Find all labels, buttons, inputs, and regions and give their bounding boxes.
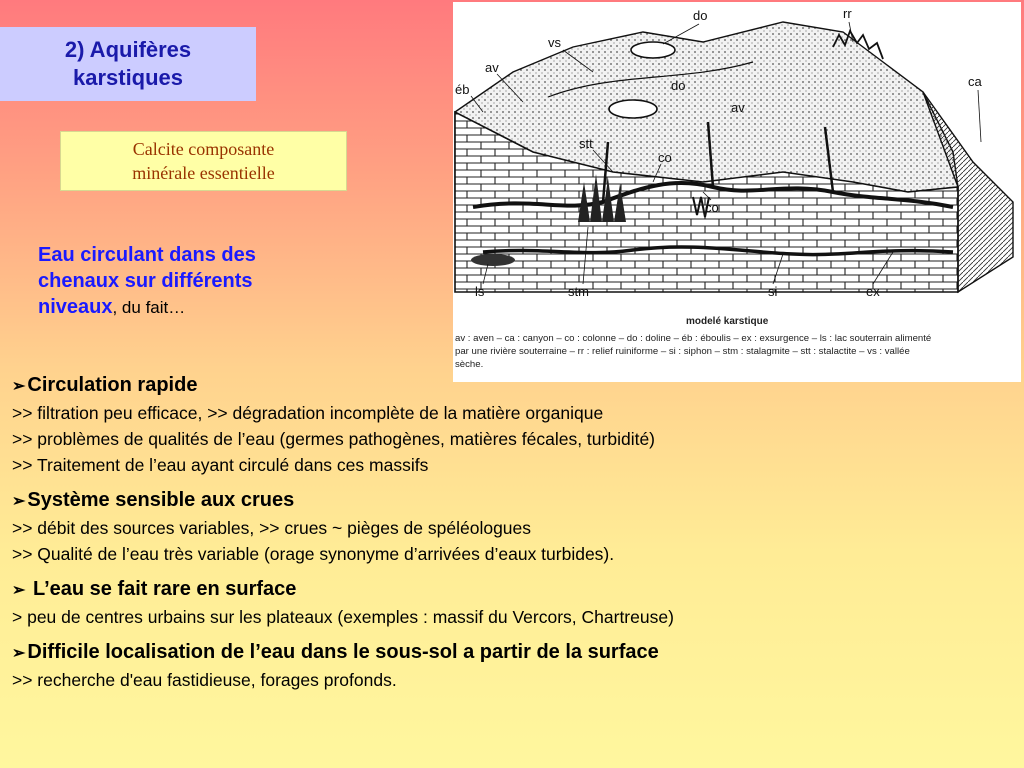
label-av-mid: av — [731, 100, 745, 115]
label-si: si — [768, 284, 778, 299]
doline-top — [631, 42, 675, 58]
label-do-mid: do — [671, 78, 686, 93]
bullet-line: >> Traitement de l’eau ayant circulé dans ces massifs — [12, 455, 429, 475]
label-ca: ca — [968, 74, 982, 89]
slide-title-line2: karstiques — [72, 65, 184, 90]
calcite-note — [60, 131, 347, 191]
figure-caption-line3: sèche. — [455, 359, 484, 370]
bullet-group — [12, 372, 1012, 478]
figure-caption-line2: par une rivière souterraine – rr : relief ruiniforme – si : siphon – stm : stalagmite – stt : stalactite – vs : vallée — [455, 346, 910, 357]
figure-caption — [455, 318, 1019, 371]
label-vs: vs — [548, 35, 561, 50]
label-eb: éb — [455, 82, 470, 97]
bullet-line: >> débit des sources variables, >> crues ~ pièges de spéléologues — [12, 518, 532, 538]
bullet-group — [12, 576, 1012, 630]
bullet-heading-text: Système sensible aux crues — [27, 489, 295, 511]
intro-line2: chenaux sur différents — [38, 270, 253, 292]
label-rr: rr — [843, 6, 852, 21]
intro-text — [38, 242, 358, 321]
intro-line3-rest: , du fait… — [112, 298, 186, 317]
karst-diagram — [453, 2, 1021, 382]
slide-title — [0, 27, 256, 101]
calcite-note-line2: minérale essentielle — [132, 163, 275, 183]
arrow-bullet-icon: ➢ — [12, 645, 26, 662]
bullet-line: > peu de centres urbains sur les plateaux (exemples : massif du Vercors, Chartreuse) — [12, 607, 674, 627]
underground-lake — [471, 254, 515, 266]
bullet-line: >> filtration peu efficace, >> dégradation incomplète de la matière organique — [12, 403, 604, 423]
bullet-heading-text: Difficile localisation de l’eau dans le sous-sol a partir de la surface — [27, 641, 659, 663]
calcite-note-line1: Calcite composante — [132, 139, 275, 159]
bullet-heading — [12, 576, 1012, 604]
label-av-left: av — [485, 60, 499, 75]
label-do-top: do — [693, 8, 708, 23]
intro-line1: Eau circulant dans des — [38, 244, 256, 266]
bullet-heading-text: L’eau se fait rare en surface — [27, 578, 297, 600]
intro-line3-bold: niveaux — [38, 296, 113, 318]
bullet-heading — [12, 372, 1012, 400]
bullet-group — [12, 487, 1012, 567]
slide-title-line1: 2) Aquifères — [64, 37, 192, 62]
bullet-list — [12, 372, 1012, 702]
label-co-top: co — [658, 150, 672, 165]
bullet-heading — [12, 639, 1012, 667]
bullet-heading — [12, 487, 1012, 515]
figure-caption-title: modelé karstique — [686, 316, 769, 327]
intro-line3 — [38, 294, 358, 321]
label-co-bottom: co — [705, 200, 719, 215]
bullet-line: >> Qualité de l’eau très variable (orage synonyme d’arrivées d’eaux turbides). — [12, 544, 615, 564]
label-ex: ex — [866, 284, 880, 299]
doline-mid — [609, 100, 657, 118]
arrow-bullet-icon: ➢ — [12, 378, 26, 395]
figure-caption-line1: av : aven – ca : canyon – co : colonne – do : doline – éb : éboulis – ex : exsurgence – ls : lac souterrain alimenté — [455, 333, 932, 344]
bullet-line: >> recherche d'eau fastidieuse, forages profonds. — [12, 670, 397, 690]
label-ls: ls — [475, 284, 485, 299]
bullet-heading-text: Circulation rapide — [27, 374, 198, 396]
label-stt: stt — [579, 136, 593, 151]
karst-block-drawing — [453, 2, 1021, 314]
bullet-group — [12, 639, 1012, 693]
label-stm: stm — [568, 284, 589, 299]
arrow-bullet-icon: ➢ — [12, 493, 26, 510]
arrow-bullet-icon: ➢ — [12, 582, 26, 599]
bullet-line: >> problèmes de qualités de l’eau (germes pathogènes, matières fécales, turbidité) — [12, 429, 656, 449]
